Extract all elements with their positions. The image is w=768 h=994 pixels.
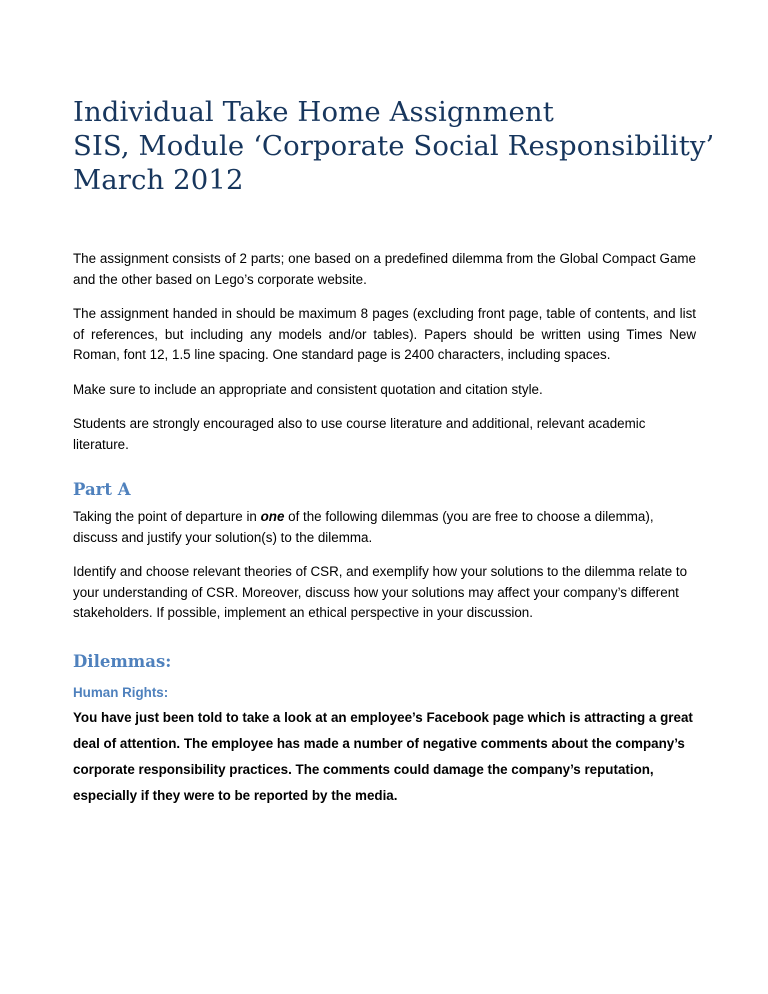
human-rights-heading: Human Rights: [73,684,169,700]
title-line-2: SIS, Module ‘Corporate Social Responsibility’ [73,130,715,162]
intro-paragraph-2: The assignment handed in should be maximum 8 pages (excluding front page, table of contents, and list of references, but including any models and/or tables). Papers should be written using Times New Roman, font 12, 1.5 line spacing. One standard page is 2400 characters, including spaces. [73,306,696,362]
part-a-section [73,480,696,624]
dilemmas-heading: Dilemmas: [73,651,172,671]
intro-paragraph-4: Students are strongly encouraged also to use course literature and additional, relevant academic literature. [73,416,646,452]
title-line-1: Individual Take Home Assignment [73,96,554,128]
part-a-p1-before: Taking the point of departure in [73,509,261,524]
page-content [73,95,715,809]
part-a-p1-emphasis: one [260,509,285,524]
intro-paragraph-3: Make sure to include an appropriate and consistent quotation and citation style. [73,381,543,397]
title-line-3: March 2012 [73,164,244,196]
part-a-paragraph-2: Identify and choose relevant theories of CSR, and exemplify how your solutions to the dilemma relate to your understanding of CSR. Moreover, discuss how your solutions may affect your company’s different stakeholders. If possible, implement an ethical perspective in your discussion. [73,564,688,620]
intro-section [73,249,696,455]
intro-paragraph-1: The assignment consists of 2 parts; one based on a predefined dilemma from the Global Compact Game and the other based on Lego’s corporate website. [73,251,696,287]
part-a-p1-after: of the following dilemmas (you are free to choose a dilemma), discuss and justify your solution(s) to the dilemma. [73,509,654,545]
part-a-heading: Part A [73,480,131,499]
dilemmas-section [73,652,696,809]
document-title [73,95,715,197]
part-a-paragraph-1 [73,507,696,548]
human-rights-dilemma-text: You have just been told to take a look at an employee’s Facebook page which is attracting a great deal of attention. The employee has made a number of negative comments about the company’s corporate responsibility practices. The comments could damage the company’s reputation, especially if they were to be reported by the media. [73,709,693,803]
